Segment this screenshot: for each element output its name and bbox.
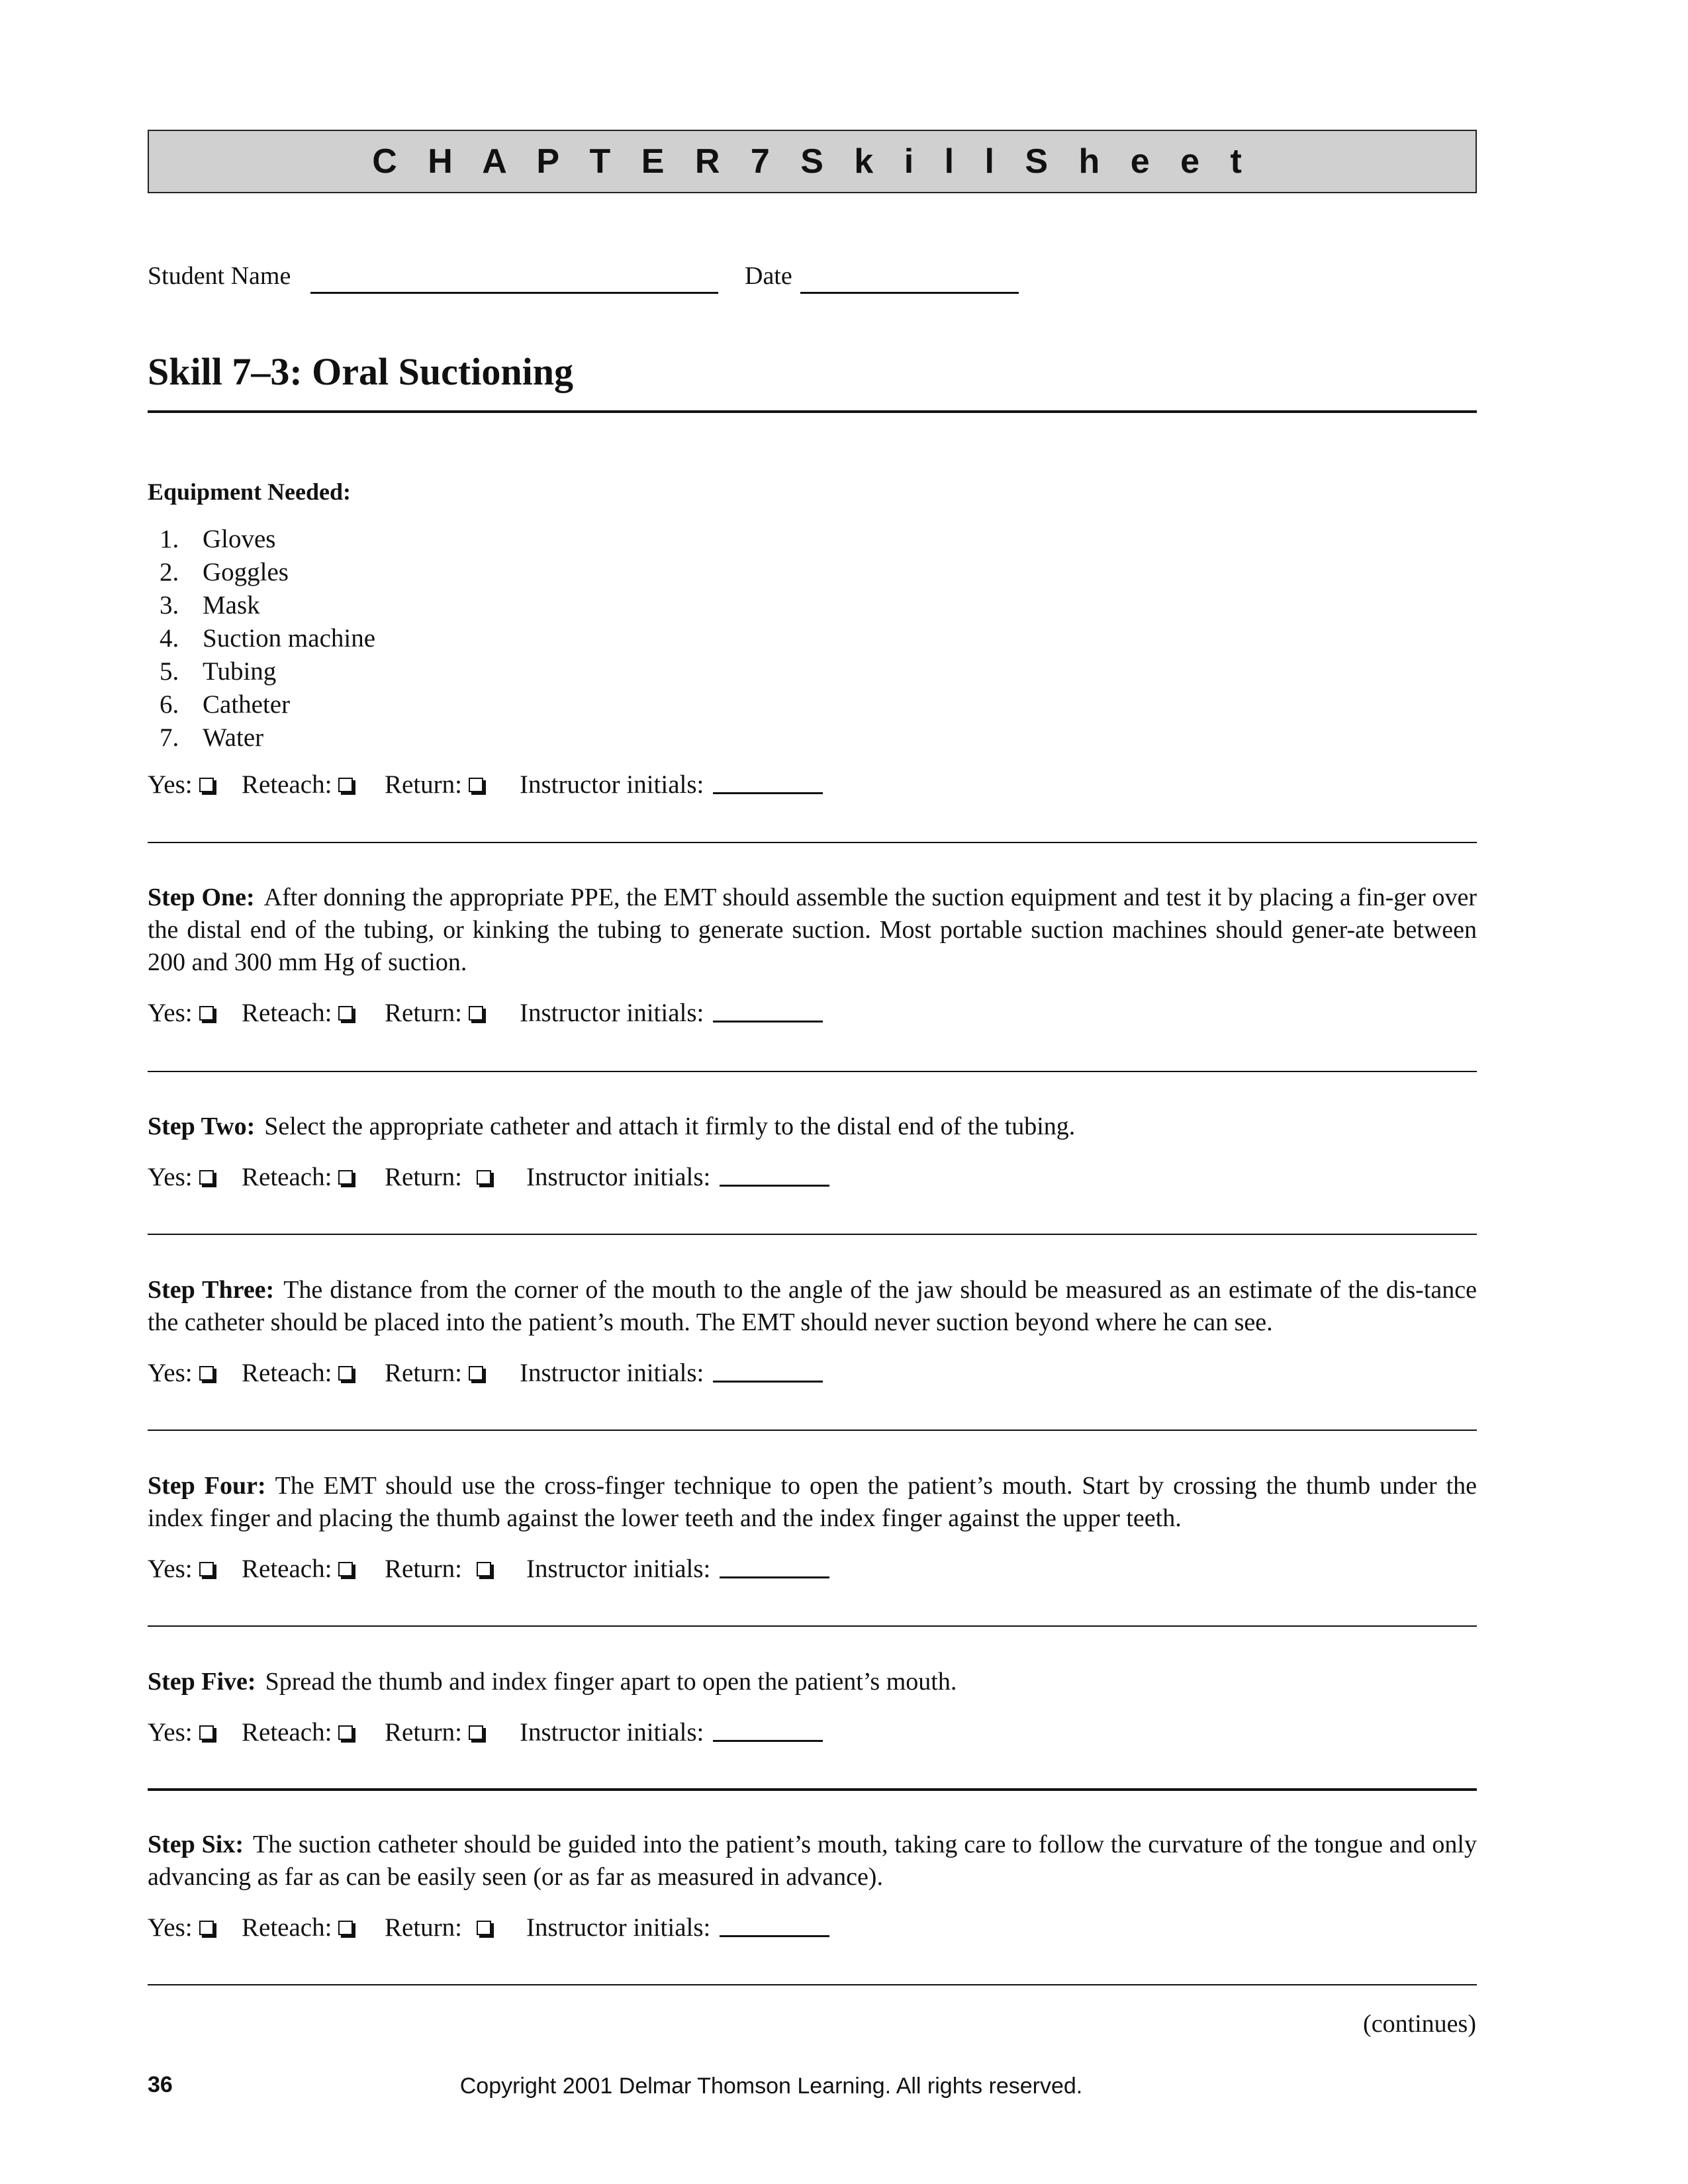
item-label: Mask [203,591,260,619]
list-item [148,556,375,589]
section-divider [148,1071,1477,1072]
section-divider [148,1430,1477,1431]
reteach-checkbox[interactable] [338,1366,353,1381]
return-checkbox[interactable] [469,778,483,792]
yes-checkbox[interactable] [199,1562,214,1576]
step-text: Spread the thumb and index finger apart to open the patient’s mouth. [265,1668,957,1696]
instructor-initials-label: Instructor initials: [520,999,704,1027]
item-label: Water [203,723,264,752]
return-checkbox[interactable] [469,1006,483,1021]
yes-checkbox[interactable] [199,1170,214,1185]
step-four-check-row [148,1554,942,1587]
return-checkbox[interactable] [477,1170,491,1185]
yes-label: Yes: [148,999,193,1027]
yes-label: Yes: [148,770,193,799]
step-six [148,1829,1477,1893]
reteach-checkbox[interactable] [338,1562,353,1576]
return-checkbox[interactable] [477,1921,491,1935]
step-six-check-row [148,1913,942,1946]
list-item [148,688,375,721]
item-number: 2. [160,558,179,586]
instructor-initials-label: Instructor initials: [520,770,704,799]
return-label: Return: [385,1718,462,1747]
reteach-label: Reteach: [242,999,332,1027]
step-label: Step Five: [148,1668,256,1696]
reteach-label: Reteach: [242,1913,332,1942]
list-item [148,589,375,622]
item-number: 7. [160,723,179,752]
instructor-initials-label: Instructor initials: [526,1555,711,1583]
instructor-initials-field[interactable] [713,772,823,794]
return-checkbox[interactable] [477,1562,491,1576]
instructor-initials-label: Instructor initials: [520,1359,704,1387]
step-text: The EMT should use the cross-finger technique to open the patient’s mouth. Start by crossing the thumb under the index finger and placing the thumb against the lower teeth and the index finger against the upper teeth. [148,1472,1477,1532]
yes-label: Yes: [148,1913,193,1942]
step-one [148,882,1477,979]
item-number: 5. [160,657,179,686]
reteach-label: Reteach: [242,1163,332,1191]
yes-checkbox[interactable] [199,1006,214,1021]
reteach-label: Reteach: [242,1718,332,1747]
item-label: Gloves [203,525,276,553]
continues-note: (continues) [1363,2010,1476,2038]
return-checkbox[interactable] [469,1366,483,1381]
yes-label: Yes: [148,1163,193,1191]
reteach-checkbox[interactable] [338,778,353,792]
student-name-field[interactable] [310,292,718,294]
step-text: After donning the appropriate PPE, the EMT should assemble the suction equipment and test it by placing a fin-ger over the distal end of the tubing, or kinking the tubing to generate suction. Most portable suction machines should gener-ate between 200 and 300 mm Hg of suction. [148,884,1477,976]
yes-label: Yes: [148,1359,193,1387]
step-label: Step Four: [148,1472,266,1500]
item-number: 6. [160,690,179,719]
item-number: 1. [160,525,179,553]
reteach-checkbox[interactable] [338,1170,353,1185]
return-label: Return: [385,1913,462,1942]
instructor-initials-label: Instructor initials: [526,1163,711,1191]
step-two [148,1111,1477,1143]
section-divider [148,1625,1477,1627]
section-divider [148,842,1477,843]
instructor-initials-field[interactable] [720,1557,829,1578]
date-field[interactable] [800,292,1019,294]
return-label: Return: [385,1163,462,1191]
step-three [148,1274,1477,1339]
copyright-notice: Copyright 2001 Delmar Thomson Learning. All rights reserved. [459,2073,1083,2099]
title-divider [148,410,1477,413]
item-label: Catheter [203,690,291,719]
step-one-check-row [148,998,942,1031]
item-label: Suction machine [203,624,376,653]
yes-checkbox[interactable] [199,1725,214,1740]
page-number: 36 [148,2072,173,2097]
instructor-initials-field[interactable] [713,1720,823,1742]
list-item [148,721,375,754]
list-item [148,523,375,556]
section-divider [148,1984,1477,1985]
equipment-heading: Equipment Needed: [148,478,352,505]
section-divider [148,1788,1477,1791]
reteach-label: Reteach: [242,1555,332,1583]
step-label: Step One: [148,884,255,911]
reteach-label: Reteach: [242,770,332,799]
step-four [148,1470,1477,1535]
instructor-initials-field[interactable] [720,1915,829,1937]
instructor-initials-label: Instructor initials: [526,1913,711,1942]
list-item [148,622,375,655]
student-info-row [148,261,1207,295]
equipment-list [148,523,375,754]
list-item [148,655,375,688]
section-divider [148,1234,1477,1235]
return-label: Return: [385,1359,462,1387]
step-text: The suction catheter should be guided into the patient’s mouth, taking care to follow the curvature of the tongue and only advancing as far as can be easily seen (or as far as measured in advance). [148,1831,1477,1891]
step-two-check-row [148,1162,942,1195]
yes-checkbox[interactable] [199,1366,214,1381]
skill-title: Skill 7–3: Oral Suctioning [148,350,573,393]
step-five [148,1666,1477,1698]
step-label: Step Six: [148,1831,244,1858]
return-checkbox[interactable] [469,1725,483,1740]
step-three-check-row [148,1358,942,1391]
return-label: Return: [385,1555,462,1583]
yes-label: Yes: [148,1718,193,1747]
instructor-initials-field[interactable] [713,1001,823,1023]
step-label: Step Two: [148,1113,256,1140]
step-five-check-row [148,1717,942,1751]
instructor-initials-field[interactable] [713,1361,823,1383]
step-text: The distance from the corner of the mouth to the angle of the jaw should be measured as an estimate of the dis-tance the catheter should be placed into the patient’s mouth. The EMT should never suction beyond where he can see. [148,1276,1477,1336]
chapter-title: C H A P T E R 7 S k i l l S h e e t [372,142,1252,181]
step-label: Step Three: [148,1276,275,1304]
reteach-label: Reteach: [242,1359,332,1387]
reteach-checkbox[interactable] [338,1006,353,1021]
yes-checkbox[interactable] [199,1921,214,1935]
step-text: Select the appropriate catheter and attach it firmly to the distal end of the tubing. [264,1113,1076,1140]
instructor-initials-label: Instructor initials: [520,1718,704,1747]
item-label: Goggles [203,558,289,586]
item-number: 4. [160,624,179,653]
date-label: Date [745,262,792,290]
return-label: Return: [385,999,462,1027]
reteach-checkbox[interactable] [338,1725,353,1740]
return-label: Return: [385,770,462,799]
yes-checkbox[interactable] [199,778,214,792]
student-name-label: Student Name [148,262,291,290]
chapter-header [148,130,1477,193]
reteach-checkbox[interactable] [338,1921,353,1935]
item-number: 3. [160,591,179,619]
yes-label: Yes: [148,1555,193,1583]
equipment-check-row [148,770,942,803]
item-label: Tubing [203,657,277,686]
instructor-initials-field[interactable] [720,1165,829,1187]
